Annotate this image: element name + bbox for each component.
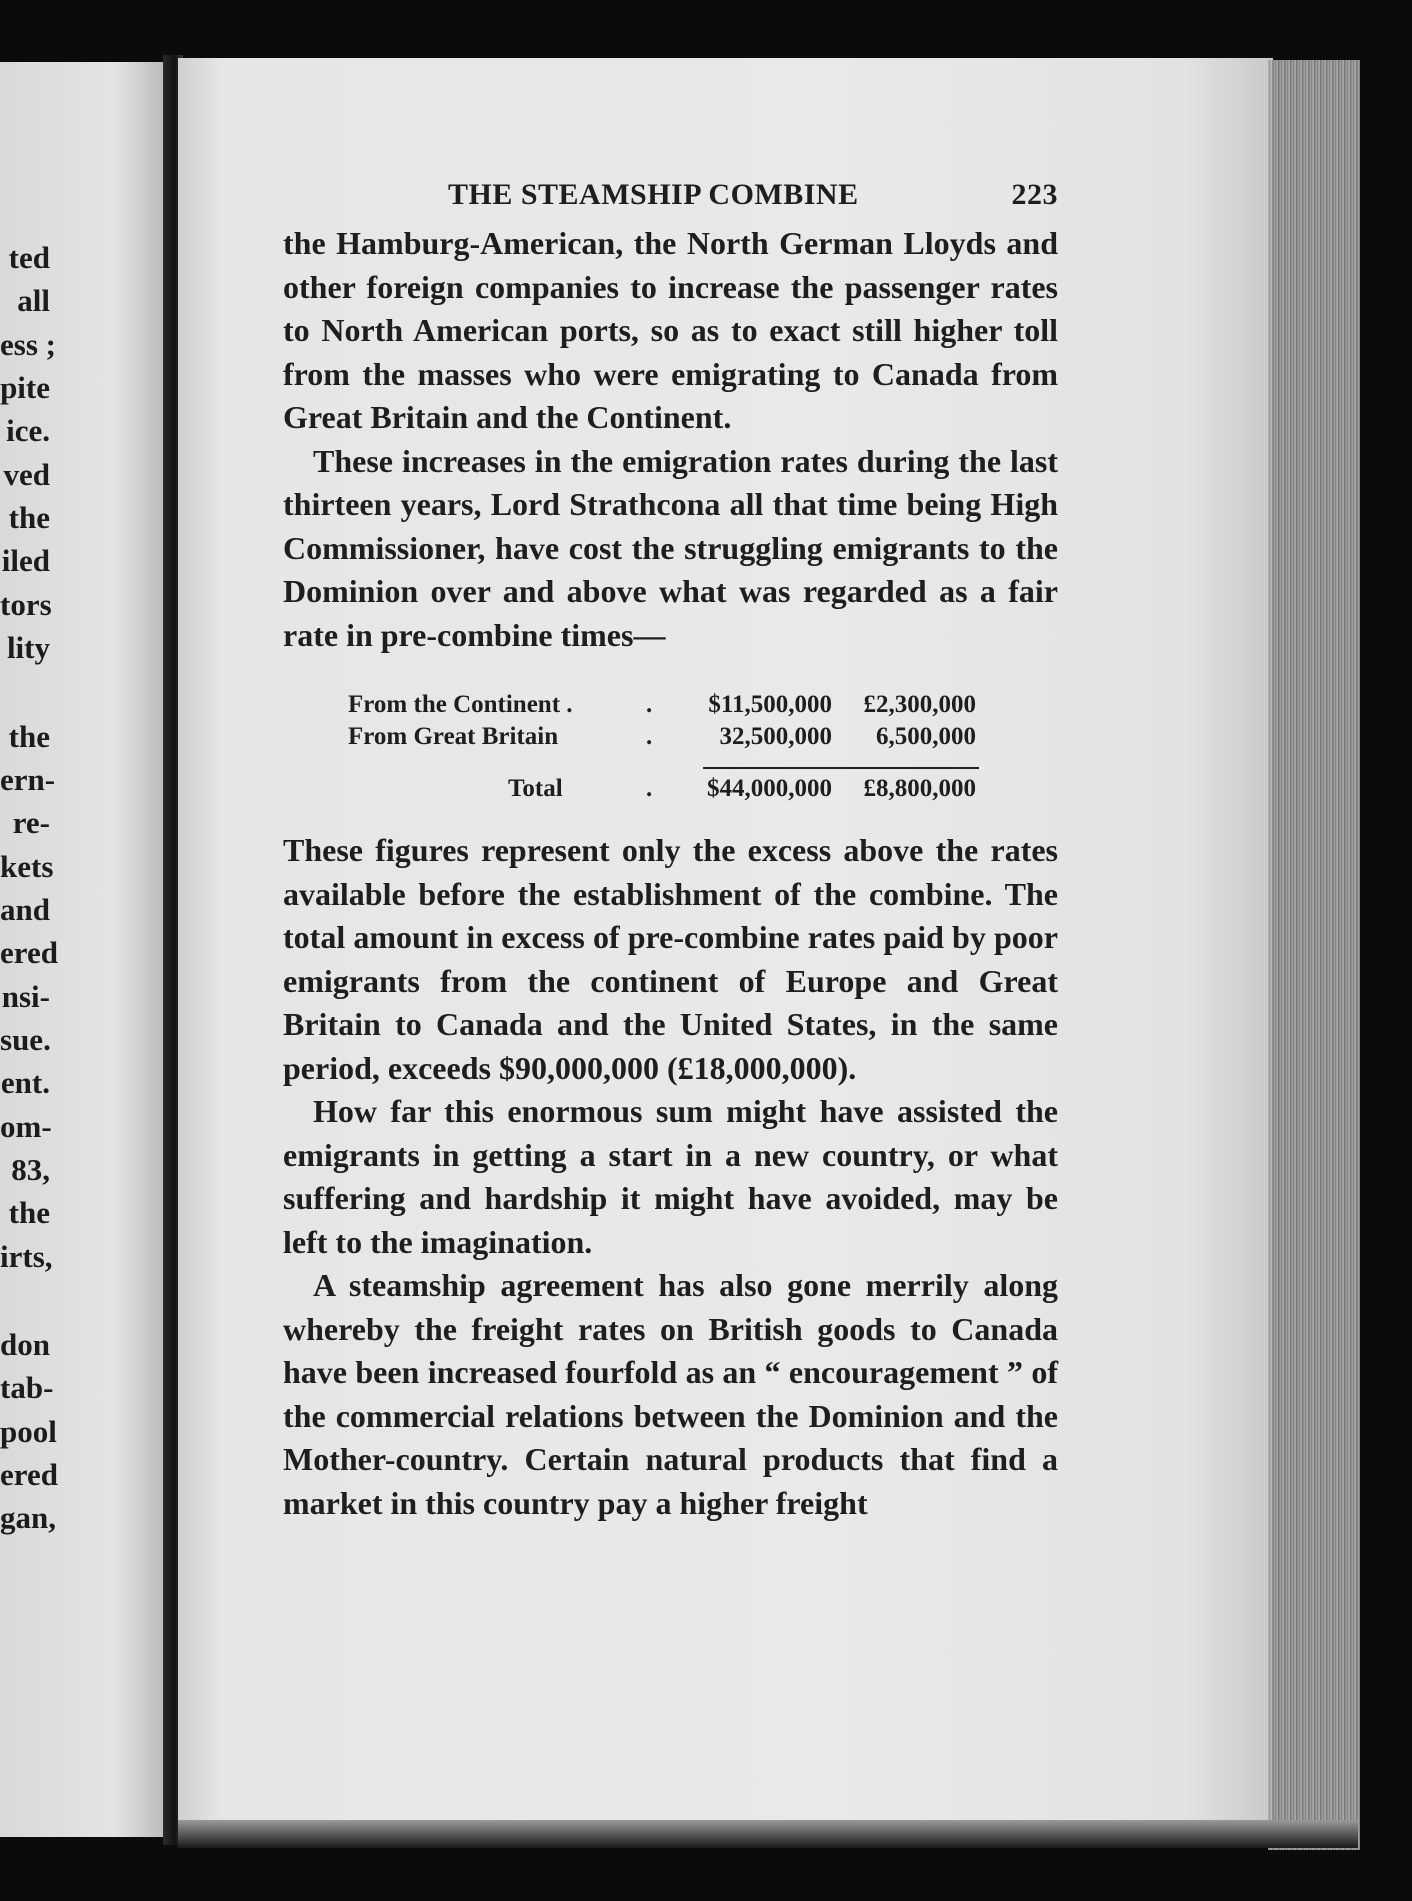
previous-page-line-fragment: ern- [0,762,56,797]
previous-page-line-fragment: ered [0,935,58,970]
total-dollar-amount: $44,000,000 [707,775,832,802]
previous-page-line-fragment: sue. [0,1022,51,1057]
dollar-amount: 32,500,000 [719,723,832,750]
paragraph-4: How far this enormous sum might have assisted the emigrants in getting a start in a new country, or what suffering and hardship it might have avoided, may be left to the imagination. [283,1093,1058,1260]
previous-page-line-fragment: 83, [11,1152,50,1187]
previous-page-line-fragment: ved [3,457,50,492]
previous-page-line-fragment: ent. [0,1065,50,1100]
previous-page-line-fragment: pite [0,370,50,405]
previous-page-line-fragment: iled [1,543,50,578]
previous-page-line-fragment: and [0,892,50,927]
previous-page-line-fragment: ted [8,240,50,275]
paragraph-3: These figures represent only the excess above the rates available before the establishment of the combine. The total amount in excess of pre-combine rates paid by poor emigrants from the continent of Europe and Great Britain to Canada and the United States, in the same period, exceeds $90,000,000 (£18,000,000). [283,832,1058,1086]
previous-page-line-fragment: the [8,500,50,535]
previous-page-line-fragment: pool [0,1414,57,1449]
table-row [283,691,1058,723]
sterling-amount: £2,300,000 [863,691,976,718]
total-rule [703,767,979,769]
previous-page-line-fragment: the [8,1195,50,1230]
page-edges [1268,60,1360,1850]
total-label: Total [508,775,563,802]
dollar-amount: $11,500,000 [708,691,832,718]
sterling-amount: 6,500,000 [876,723,976,750]
previous-page-line-fragment: don [0,1327,50,1362]
row-label: From Great Britain [348,723,559,750]
previous-page-line-fragment: om- [0,1109,52,1144]
row-label: From the Continent . [348,691,573,718]
previous-page-line-fragment: all [17,283,50,318]
page-text-block [283,178,1058,1525]
previous-page-line-fragment: nsi- [1,979,50,1014]
previous-page-line-fragment: tab- [0,1370,54,1405]
leader-dot: . [646,775,653,802]
leader-dot: . [646,723,653,750]
previous-page-line-fragment: re- [12,805,50,840]
table-row [283,723,1058,755]
previous-page-line-fragment: kets [0,849,54,884]
previous-page-line-fragment: ice. [6,413,50,448]
total-sterling-amount: £8,800,000 [863,775,976,802]
running-title: THE STEAMSHIP COMBINE [448,178,859,211]
previous-page-line-fragment: the [8,719,50,754]
previous-page-line-fragment: ered [0,1457,58,1492]
previous-page-line-fragment: tors [0,587,52,622]
table-total-row [283,775,1058,807]
page-bottom-edge [178,1820,1358,1848]
previous-page-line-fragment: irts, [0,1239,53,1274]
running-head [283,178,1058,222]
previous-page-line-fragment: ess ; [0,327,56,362]
paragraph-1: the Hamburg-American, the North German Lloyds and other foreign companies to increase the passenger rates to North American ports, so as to exact still higher toll from the masses who were emigrating to Canada from Great Britain and the Continent. [283,225,1058,435]
previous-page-line-fragment: gan, [0,1500,56,1535]
emigration-cost-table [283,691,1058,809]
previous-page-line-fragment: lity [6,630,50,665]
leader-dot: . [646,691,653,718]
paragraph-2: These increases in the emigration rates during the last thirteen years, Lord Strathcona all that time being High Commissioner, have cost the struggling emigrants to the Dominion over and above what was regarded as a fair rate in pre-combine times— [283,442,1058,653]
paragraph-5: A steamship agreement has also gone merrily along whereby the freight rates on British goods to Canada have been increased fourfold as an “ encouragement ” of the commercial relations between the Dominion and the Mother-country. Certain natural products that find a market in this country pay a higher freight [283,1267,1058,1521]
page-number: 223 [1011,178,1058,211]
